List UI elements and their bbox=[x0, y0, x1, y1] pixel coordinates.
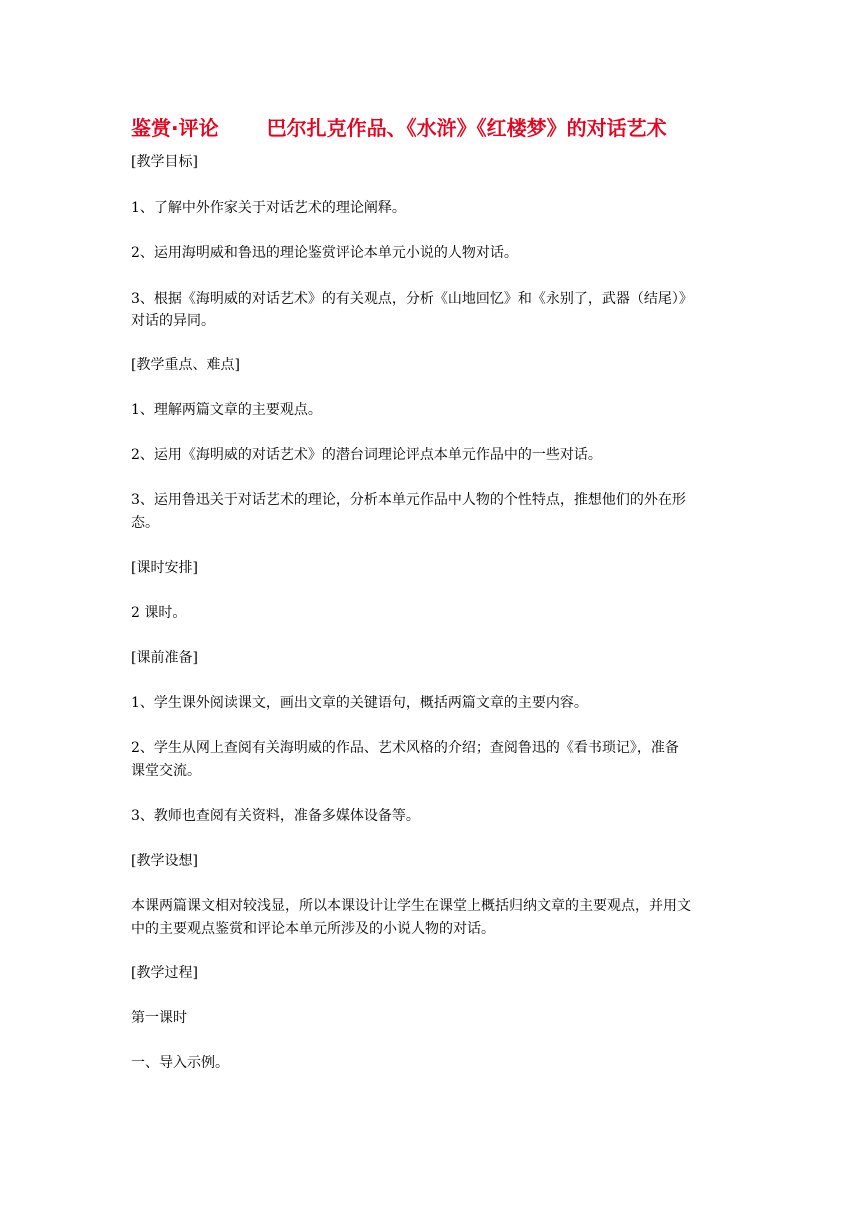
prep-item-continued: 课堂交流。 bbox=[131, 763, 201, 779]
objective-item: 1、了解中外作家关于对话艺术的理论阐释。 bbox=[131, 200, 406, 216]
title-left: 鉴赏·评论 bbox=[131, 116, 219, 140]
keypoint-item: 2、运用《海明威的对话艺术》的潜台词理论评点本单元作品中的一些对话。 bbox=[131, 447, 602, 463]
page-title bbox=[131, 114, 751, 142]
section-header-prep: [课前准备] bbox=[131, 650, 198, 666]
prep-item: 1、学生课外阅读课文，画出文章的关键语句，概括两篇文章的主要内容。 bbox=[131, 695, 588, 711]
keypoint-item: 1、理解两篇文章的主要观点。 bbox=[131, 402, 322, 418]
schedule-text: 2 课时。 bbox=[131, 605, 187, 621]
section-header-design: [教学设想] bbox=[131, 853, 198, 869]
process-step: 一、导入示例。 bbox=[131, 1055, 229, 1071]
section-header-schedule: [课时安排] bbox=[131, 560, 198, 576]
title-right: 巴尔扎克作品、《水浒》《红楼梦》的对话艺术 bbox=[266, 116, 667, 140]
prep-item: 3、教师也查阅有关资料，准备多媒体设备等。 bbox=[131, 808, 420, 824]
keypoint-item-continued: 态。 bbox=[131, 515, 159, 531]
section-header-objectives: [教学目标] bbox=[131, 154, 198, 170]
objective-item: 3、根据《海明威的对话艺术》的有关观点，分析《山地回忆》和《永别了，武器（结尾）》 bbox=[131, 291, 693, 307]
objective-item-continued: 对话的异同。 bbox=[131, 313, 215, 329]
keypoint-item: 3、运用鲁迅关于对话艺术的理论，分析本单元作品中人物的个性特点，推想他们的外在形 bbox=[131, 492, 686, 508]
lesson-heading: 第一课时 bbox=[131, 1010, 187, 1026]
section-header-keypoints: [教学重点、难点] bbox=[131, 357, 240, 373]
section-header-process: [教学过程] bbox=[131, 965, 198, 981]
design-text: 本课两篇课文相对较浅显，所以本课设计让学生在课堂上概括归纳文章的主要观点，并用文 bbox=[131, 898, 691, 914]
design-text-continued: 中的主要观点鉴赏和评论本单元所涉及的小说人物的对话。 bbox=[131, 921, 495, 937]
prep-item: 2、学生从网上查阅有关海明威的作品、艺术风格的介绍；查阅鲁迅的《看书琐记》，准备 bbox=[131, 740, 679, 756]
objective-item: 2、运用海明威和鲁迅的理论鉴赏评论本单元小说的人物对话。 bbox=[131, 245, 518, 261]
